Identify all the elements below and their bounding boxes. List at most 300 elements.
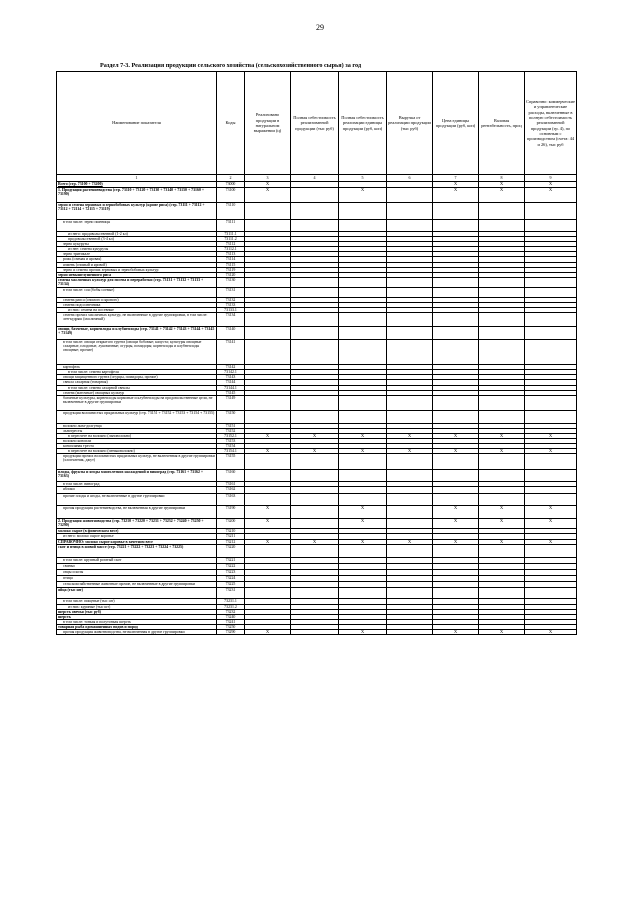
value-cell[interactable] <box>525 470 577 482</box>
value-cell[interactable] <box>387 188 433 203</box>
value-cell[interactable] <box>387 544 433 557</box>
value-cell[interactable] <box>291 203 339 220</box>
value-cell[interactable] <box>291 519 339 529</box>
row-code: 73112 <box>217 242 245 247</box>
column-number: 2 <box>217 175 245 182</box>
value-cell[interactable] <box>291 410 339 423</box>
value-cell[interactable] <box>479 277 525 287</box>
value-cell[interactable]: X <box>525 433 577 438</box>
row-code: 73210 <box>217 529 245 534</box>
value-cell[interactable]: X <box>525 630 577 635</box>
value-cell[interactable] <box>291 587 339 598</box>
value-cell[interactable] <box>433 313 479 327</box>
row-name: в том числе: овощи открытого грунта (овощи бобовые; капуста; культуры овощные сахарные, плодовые, луковичные; огурцы, помидоры; корнеплоды и клубнеплоды овощные; прочие) <box>57 340 217 365</box>
value-cell[interactable]: X <box>245 630 291 635</box>
row-code: 73221 <box>217 557 245 563</box>
value-cell[interactable] <box>339 395 387 410</box>
value-cell[interactable] <box>525 287 577 297</box>
value-cell[interactable] <box>433 327 479 340</box>
value-cell[interactable]: X <box>291 449 339 454</box>
value-cell[interactable] <box>245 410 291 423</box>
value-cell[interactable]: X <box>433 630 479 635</box>
value-cell[interactable] <box>387 395 433 410</box>
value-cell[interactable] <box>479 395 525 410</box>
value-cell[interactable] <box>387 470 433 482</box>
row-code: 73150 <box>217 410 245 423</box>
value-cell[interactable] <box>245 487 291 494</box>
value-cell[interactable]: X <box>339 539 387 544</box>
value-cell[interactable]: X <box>245 506 291 519</box>
value-cell[interactable] <box>339 313 387 327</box>
value-cell[interactable]: X <box>433 449 479 454</box>
row-name: скот и птица в живой массе (стр. 73221 + 73222 + 73223 + 73224 + 73225) <box>57 544 217 557</box>
row-name: овцы и козы <box>57 569 217 575</box>
value-cell[interactable] <box>525 494 577 506</box>
value-cell[interactable] <box>479 470 525 482</box>
value-cell[interactable]: X <box>245 449 291 454</box>
row-name: птица <box>57 575 217 581</box>
row-name: шерсть овечья (тыс руб) <box>57 609 217 614</box>
row-name: рожь (озимая и яровая) <box>57 257 217 262</box>
value-cell[interactable] <box>291 188 339 203</box>
value-cell[interactable] <box>291 630 339 635</box>
value-cell[interactable]: X <box>433 182 479 188</box>
value-cell[interactable] <box>245 470 291 482</box>
value-cell[interactable]: X <box>525 182 577 188</box>
row-code: 73153 <box>217 438 245 443</box>
value-cell[interactable]: X <box>479 506 525 519</box>
value-cell[interactable] <box>387 277 433 287</box>
column-number: 3 <box>245 175 291 182</box>
header-name: Наименование показателя <box>57 72 217 175</box>
value-cell[interactable] <box>387 630 433 635</box>
value-cell[interactable] <box>387 313 433 327</box>
value-cell[interactable]: X <box>479 433 525 438</box>
column-number: 7 <box>433 175 479 182</box>
row-name: шерсть <box>57 614 217 619</box>
value-cell[interactable] <box>291 327 339 340</box>
value-cell[interactable] <box>339 470 387 482</box>
value-cell[interactable] <box>525 203 577 220</box>
row-name: из него: продовольственной (1-2 кл) <box>57 232 217 237</box>
table-row <box>57 203 577 220</box>
value-cell[interactable] <box>525 487 577 494</box>
value-cell[interactable] <box>525 220 577 232</box>
row-code: 73162 <box>217 487 245 494</box>
row-code: 73152 <box>217 428 245 433</box>
row-name: семена рапса (озимого и ярового) <box>57 297 217 302</box>
row-name: овощи, бахчевые, корнеплоды и клубнеплоды (стр. 73141 + 73142 + 73143 + 73144 + 73145 + 73149) <box>57 327 217 340</box>
row-name: яблоки <box>57 487 217 494</box>
row-code: 73142 <box>217 365 245 370</box>
value-cell[interactable] <box>479 220 525 232</box>
value-cell[interactable] <box>339 587 387 598</box>
value-cell[interactable] <box>245 220 291 232</box>
value-cell[interactable] <box>291 277 339 287</box>
header-profitability: Валовая рентабельность, проц <box>479 72 525 175</box>
value-cell[interactable] <box>291 494 339 506</box>
value-cell[interactable] <box>433 340 479 365</box>
table-row <box>57 454 577 470</box>
row-name: картофель <box>57 365 217 370</box>
row-code: 73212 <box>217 539 245 544</box>
row-code: 73149 <box>217 395 245 410</box>
value-cell[interactable] <box>245 340 291 365</box>
value-cell[interactable]: X <box>525 506 577 519</box>
row-code: 73232 <box>217 609 245 614</box>
row-name: молоко сырое (в физическом весе) <box>57 529 217 534</box>
header-reference-expenses: Справочно: коммерческие и управленческие расходы, включенные в полную себестоимость реализованной продукции (гр. 4), по основным с производством (счета: 44 и 26), тыс руб <box>525 72 577 175</box>
value-cell[interactable]: X <box>245 188 291 203</box>
column-number: 9 <box>525 175 577 182</box>
section-title: Раздел 7-3. Реализация продукции сельского хозяйства (сельскохозяйственного сырья) за год <box>100 62 362 69</box>
header-row <box>57 72 577 175</box>
value-cell[interactable] <box>245 313 291 327</box>
row-name: семена масличных культур для посева и переработки (стр. 73131 + 73132 + 73133 + 73134) <box>57 277 217 287</box>
row-name: овощи защищенного грунта (огурцы, помидоры, прочие) <box>57 375 217 380</box>
value-cell[interactable]: X <box>479 188 525 203</box>
report-table-container <box>56 71 576 635</box>
header-revenue: Выручка от реализации продукции (тыс руб) <box>387 72 433 175</box>
row-code: 73111.1 <box>217 232 245 237</box>
row-code: 73211 <box>217 534 245 539</box>
table-body <box>57 182 577 635</box>
row-code: 73120 <box>217 272 245 277</box>
value-cell[interactable]: X <box>479 630 525 635</box>
value-cell[interactable]: X <box>525 449 577 454</box>
row-name: семена (маточные) овощных культур <box>57 390 217 395</box>
row-code: 73200 <box>217 519 245 529</box>
row-name: из нее: семена кукурузы <box>57 247 217 252</box>
table-row <box>57 220 577 232</box>
value-cell[interactable]: X <box>433 433 479 438</box>
value-cell[interactable]: X <box>479 182 525 188</box>
row-name: волокно конопли <box>57 438 217 443</box>
value-cell[interactable]: X <box>339 449 387 454</box>
value-cell[interactable]: X <box>245 433 291 438</box>
row-name: СПРАВОЧНО: молоко сырое коровье в зачетном весе <box>57 539 217 544</box>
value-cell[interactable] <box>291 544 339 557</box>
value-cell[interactable] <box>339 487 387 494</box>
row-name: зерно невышелушенного риса <box>57 272 217 277</box>
value-cell[interactable] <box>479 287 525 297</box>
value-cell[interactable] <box>245 203 291 220</box>
row-code: 73290 <box>217 630 245 635</box>
column-number: 6 <box>387 175 433 182</box>
row-code: 73223 <box>217 569 245 575</box>
column-number: 4 <box>291 175 339 182</box>
value-cell[interactable] <box>339 454 387 470</box>
value-cell[interactable] <box>245 327 291 340</box>
row-name: в том числе: зерно пшеницы <box>57 220 217 232</box>
value-cell[interactable] <box>433 395 479 410</box>
value-cell[interactable]: X <box>245 519 291 529</box>
report-table <box>56 71 577 635</box>
table-row <box>57 506 577 519</box>
value-cell[interactable] <box>291 487 339 494</box>
value-cell[interactable] <box>479 327 525 340</box>
table-row <box>57 470 577 482</box>
table-row <box>57 188 577 203</box>
value-cell[interactable] <box>525 327 577 340</box>
value-cell[interactable] <box>479 340 525 365</box>
value-cell[interactable]: X <box>387 539 433 544</box>
row-code: 73190 <box>217 506 245 519</box>
row-name: в том числе: тонкая и полутонкая шерсть <box>57 619 217 624</box>
value-cell[interactable] <box>479 544 525 557</box>
value-cell[interactable] <box>291 470 339 482</box>
value-cell[interactable]: X <box>245 182 291 188</box>
value-cell[interactable]: X <box>479 449 525 454</box>
row-code: 73154.1 <box>217 449 245 454</box>
value-cell[interactable] <box>291 313 339 327</box>
table-row <box>57 487 577 494</box>
value-cell[interactable]: X <box>525 539 577 544</box>
value-cell[interactable] <box>387 494 433 506</box>
value-cell[interactable] <box>339 340 387 365</box>
value-cell[interactable]: X <box>339 630 387 635</box>
header-full-cost: Полная себестоимость реализованной продукции (тыс руб) <box>291 72 339 175</box>
table-row <box>57 327 577 340</box>
row-code: 73140 <box>217 327 245 340</box>
value-cell[interactable] <box>387 454 433 470</box>
value-cell[interactable] <box>479 454 525 470</box>
value-cell[interactable]: X <box>433 188 479 203</box>
row-code: 73115 <box>217 262 245 267</box>
row-code: 73231.2 <box>217 604 245 609</box>
row-code: 73144 <box>217 380 245 385</box>
row-code: 73220 <box>217 544 245 557</box>
table-row <box>57 630 577 635</box>
table-row <box>57 544 577 557</box>
row-name: продукция прочих волокнистых прядильных культур, не включенная в другие группировки (хлопчатник, джут) <box>57 454 217 470</box>
value-cell[interactable]: X <box>525 188 577 203</box>
value-cell[interactable]: X <box>479 519 525 529</box>
column-number-row <box>57 175 577 182</box>
row-name: плоды, фрукты и ягоды многолетних насаждений и виноград (стр. 73161 + 73162 + 73163) <box>57 470 217 482</box>
row-code: 73114 <box>217 257 245 262</box>
row-name: конопляная треста <box>57 444 217 449</box>
value-cell[interactable] <box>525 313 577 327</box>
table-row <box>57 277 577 287</box>
row-name: в том числе: виноград <box>57 482 217 487</box>
value-cell[interactable] <box>387 203 433 220</box>
value-cell[interactable] <box>387 519 433 529</box>
value-cell[interactable] <box>479 494 525 506</box>
value-cell[interactable] <box>245 494 291 506</box>
row-code: 73144.1 <box>217 385 245 390</box>
value-cell[interactable] <box>291 454 339 470</box>
row-code: 73231.1 <box>217 598 245 604</box>
row-code: 73250 <box>217 625 245 630</box>
value-cell[interactable] <box>291 506 339 519</box>
value-cell[interactable] <box>479 313 525 327</box>
row-name: в том числе: соя (бобы соевые) <box>57 287 217 297</box>
value-cell[interactable] <box>433 277 479 287</box>
row-name: в том числе: семена сахарной свеклы <box>57 385 217 390</box>
row-code: 73119 <box>217 267 245 272</box>
row-code: 73240 <box>217 614 245 619</box>
row-code: 73155 <box>217 454 245 470</box>
row-code: 73000 <box>217 182 245 188</box>
value-cell[interactable] <box>245 454 291 470</box>
value-cell[interactable] <box>339 410 387 423</box>
row-code: 73110 <box>217 203 245 220</box>
row-code: 73151 <box>217 423 245 428</box>
value-cell[interactable] <box>433 287 479 297</box>
table-row <box>57 519 577 529</box>
value-cell[interactable] <box>387 587 433 598</box>
table-row <box>57 340 577 365</box>
value-cell[interactable] <box>525 454 577 470</box>
row-code: 73131 <box>217 287 245 297</box>
row-code: 73113 <box>217 252 245 257</box>
value-cell[interactable] <box>433 203 479 220</box>
table-row <box>57 287 577 297</box>
value-cell[interactable] <box>339 220 387 232</box>
value-cell[interactable] <box>433 487 479 494</box>
value-cell[interactable]: X <box>433 506 479 519</box>
row-code: 73111 <box>217 220 245 232</box>
value-cell[interactable] <box>433 410 479 423</box>
value-cell[interactable] <box>291 340 339 365</box>
value-cell[interactable]: X <box>339 188 387 203</box>
row-name: свиньи <box>57 563 217 569</box>
value-cell[interactable] <box>245 277 291 287</box>
value-cell[interactable] <box>339 327 387 340</box>
value-cell[interactable] <box>525 410 577 423</box>
row-name: зерно кукурузы <box>57 242 217 247</box>
value-cell[interactable] <box>433 220 479 232</box>
value-cell[interactable] <box>479 203 525 220</box>
value-cell[interactable] <box>433 544 479 557</box>
row-name: из них: семена на посевные <box>57 308 217 313</box>
value-cell[interactable] <box>245 287 291 297</box>
row-code: 73222 <box>217 563 245 569</box>
row-code: 73241 <box>217 619 245 624</box>
page-number: 29 <box>316 23 324 32</box>
value-cell[interactable]: X <box>525 519 577 529</box>
row-name: прочие плоды и ягоды, не включенные в другие группировки <box>57 494 217 506</box>
value-cell[interactable]: X <box>433 539 479 544</box>
row-name: льнотресты <box>57 428 217 433</box>
value-cell[interactable] <box>245 587 291 598</box>
row-name: зерно тритикале <box>57 252 217 257</box>
value-cell[interactable] <box>525 277 577 287</box>
value-cell[interactable] <box>291 395 339 410</box>
value-cell[interactable] <box>525 340 577 365</box>
row-name: продукция волокнистых прядильных культур (стр. 73151 + 73152 + 73153 + 73154 + 73155) <box>57 410 217 423</box>
header-unit-price: Цена единицы продукции (руб, коп) <box>433 72 479 175</box>
value-cell[interactable] <box>387 287 433 297</box>
value-cell[interactable] <box>339 287 387 297</box>
row-name: в том числе: семена картофеля <box>57 370 217 375</box>
row-name: в пересчете на волокно (льноволокно) <box>57 433 217 438</box>
value-cell[interactable] <box>387 506 433 519</box>
value-cell[interactable]: X <box>433 519 479 529</box>
row-name: продовольственной (3-4 кл) <box>57 237 217 242</box>
value-cell[interactable] <box>525 587 577 598</box>
row-code: 73160 <box>217 470 245 482</box>
row-name: зерно и семена прочих зерновых и зернобобовых культур <box>57 267 217 272</box>
header-code: Коды <box>217 72 245 175</box>
row-name: яйца (тыс шт) <box>57 587 217 598</box>
value-cell[interactable] <box>525 544 577 557</box>
row-name: 1. Продукция растениеводства (стр. 73110 + 73120 + 73130 + 73140 + 73150 + 73160 + 73190) <box>57 188 217 203</box>
value-cell[interactable] <box>291 220 339 232</box>
value-cell[interactable]: X <box>291 539 339 544</box>
value-cell[interactable] <box>387 487 433 494</box>
row-code: 73224 <box>217 575 245 581</box>
header-quantity: Реализовано продукции в натуральном выражении (ц) <box>245 72 291 175</box>
value-cell[interactable]: X <box>245 539 291 544</box>
value-cell[interactable] <box>387 410 433 423</box>
value-cell[interactable] <box>433 470 479 482</box>
value-cell[interactable] <box>433 587 479 598</box>
value-cell[interactable] <box>433 454 479 470</box>
row-name: волокно льна-долгунца <box>57 423 217 428</box>
value-cell[interactable]: X <box>339 519 387 529</box>
value-cell[interactable] <box>387 327 433 340</box>
row-name: из них: куриные (тыс шт) <box>57 604 217 609</box>
header-unit-cost: Полная себестоимость реализации единицы продукции (руб, коп) <box>339 72 387 175</box>
row-name: семена подсолнечника <box>57 302 217 307</box>
row-code: 73100 <box>217 188 245 203</box>
value-cell[interactable] <box>291 287 339 297</box>
value-cell[interactable] <box>339 494 387 506</box>
value-cell[interactable] <box>479 410 525 423</box>
row-name: семена прочих масличных культур, не включенные в другие группировки, в том числе: лен-кудряш (масличный) <box>57 313 217 327</box>
table-row <box>57 587 577 598</box>
value-cell[interactable] <box>339 277 387 287</box>
table-row <box>57 313 577 327</box>
value-cell[interactable] <box>479 487 525 494</box>
value-cell[interactable] <box>525 395 577 410</box>
value-cell[interactable]: X <box>339 506 387 519</box>
column-number: 5 <box>339 175 387 182</box>
row-name: свекла сахарная (товарная) <box>57 380 217 385</box>
value-cell[interactable]: X <box>387 433 433 438</box>
row-code: 73231 <box>217 587 245 598</box>
value-cell[interactable] <box>387 220 433 232</box>
value-cell[interactable] <box>245 395 291 410</box>
row-code: 73130 <box>217 277 245 287</box>
value-cell[interactable]: X <box>479 539 525 544</box>
row-name: 2. Продукция животноводства (стр. 73210 + 73220 + 73231 + 73232 + 73240 + 73250 + 73290) <box>57 519 217 529</box>
row-code: 73111.2 <box>217 237 245 242</box>
value-cell[interactable]: X <box>291 433 339 438</box>
row-name: в том числе: крупный рогатый скот <box>57 557 217 563</box>
row-code: 73133 <box>217 302 245 307</box>
row-name: Всего (стр. 73100 + 73200) <box>57 182 217 188</box>
value-cell[interactable] <box>245 544 291 557</box>
row-code: 73133.1 <box>217 308 245 313</box>
value-cell[interactable] <box>479 587 525 598</box>
value-cell[interactable] <box>339 544 387 557</box>
value-cell[interactable]: X <box>387 449 433 454</box>
value-cell[interactable] <box>387 340 433 365</box>
row-name: из него: молоко сырое коровье <box>57 534 217 539</box>
value-cell[interactable] <box>433 494 479 506</box>
row-code: 73163 <box>217 494 245 506</box>
row-code: 73112.1 <box>217 247 245 252</box>
row-name: зерно и семена зерновых и зернобобовых культур (кроме риса) (стр. 73111 + 73112 + 73112 + 72114 + 72115 + 73119) <box>57 203 217 220</box>
value-cell[interactable]: X <box>339 433 387 438</box>
row-name: товарная рыба одомашненных видов и пород <box>57 625 217 630</box>
row-name: в том числе: пищевые (тыс шт) <box>57 598 217 604</box>
row-code: 73134 <box>217 313 245 327</box>
value-cell[interactable] <box>339 203 387 220</box>
